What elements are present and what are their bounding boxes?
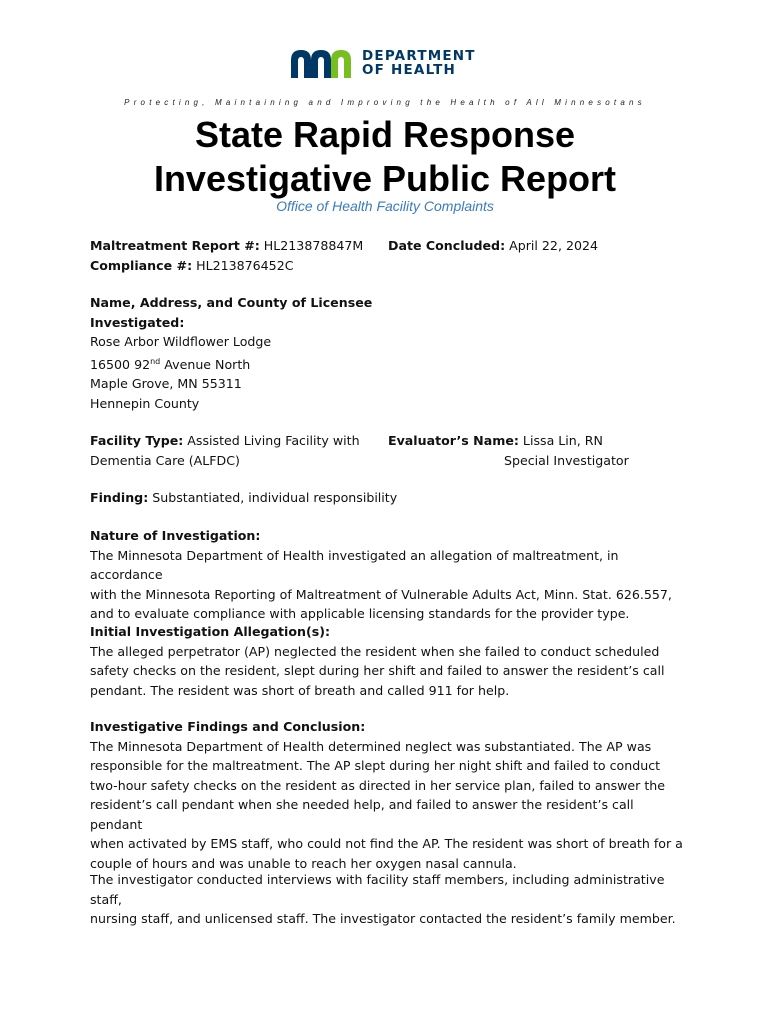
finding	[90, 488, 397, 508]
findings-line: when activated by EMS staff, who could not find the AP. The resident was short of breath for a	[90, 836, 683, 851]
evaluator-name: Lissa Lin, RN	[518, 433, 603, 448]
maltreatment-label: Maltreatment Report #:	[90, 238, 260, 253]
findings-heading: Investigative Findings and Conclusion:	[90, 719, 366, 734]
page-subtitle: Office of Health Facility Complaints	[276, 198, 494, 214]
maltreatment-report-number	[90, 236, 363, 256]
evaluator-label: Evaluator’s Name:	[388, 433, 519, 448]
compliance-value: HL213876452C	[192, 258, 294, 273]
nature-heading: Nature of Investigation:	[90, 528, 261, 543]
findings-line: two-hour safety checks on the resident as directed in her service plan, failed to answer the	[90, 777, 666, 793]
licensee-street	[90, 352, 372, 375]
findings-line: couple of hours and was unable to reach her oxygen nasal cannula.	[90, 855, 517, 871]
facility-type	[90, 431, 360, 470]
logo-line-1: DEPARTMENT	[362, 48, 476, 64]
date-value: April 22, 2024	[505, 238, 598, 253]
nature-line: and to evaluate compliance with applicable licensing standards for the provider type.	[90, 606, 630, 621]
initial-allegation-section	[90, 622, 690, 700]
interview-paragraph	[90, 870, 690, 929]
address-rest: Avenue North	[160, 356, 251, 372]
nature-section	[90, 526, 690, 624]
initial-heading: Initial Investigation Allegation(s):	[90, 624, 331, 639]
findings-line: resident’s call pendant when she needed help, and failed to answer the resident’s call pendant	[90, 797, 634, 832]
page-title	[0, 113, 770, 201]
title-line-1: State Rapid Response	[194, 114, 576, 155]
initial-line: pendant. The resident was short of breath and called 911 for help.	[90, 682, 510, 698]
licensee-label-line-2: Investigated:	[90, 314, 185, 330]
maltreatment-value: HL213878847M	[259, 238, 364, 253]
nature-line: with the Minnesota Reporting of Maltreatment of Vulnerable Adults Act, Minn. Stat. 626.557,	[90, 586, 672, 602]
logo-line-2: OF HEALTH	[362, 62, 457, 78]
tagline: Protecting, Maintaining and Improving the Health of All Minnesotans	[124, 98, 646, 107]
finding-label: Finding:	[90, 490, 149, 505]
findings-line: The Minnesota Department of Health determined neglect was substantiated. The AP was	[90, 738, 652, 754]
date-label: Date Concluded:	[388, 238, 506, 253]
finding-value: Substantiated, individual responsibility	[148, 490, 398, 505]
mn-logo-mark-icon	[290, 48, 354, 78]
logo-wordmark	[362, 49, 476, 77]
facility-type-label: Facility Type:	[90, 433, 184, 448]
initial-line: The alleged perpetrator (AP) neglected the resident when she failed to conduct scheduled	[90, 643, 660, 659]
licensee-name: Rose Arbor Wildflower Lodge	[90, 334, 272, 349]
nature-line: The Minnesota Department of Health investigated an allegation of maltreatment, in accordance	[90, 547, 619, 582]
facility-type-value-2: Dementia Care (ALFDC)	[90, 452, 240, 468]
address-ordinal: nd	[150, 356, 161, 366]
licensee-city: Maple Grove, MN 55311	[90, 376, 242, 392]
interview-line: The investigator conducted interviews with facility staff members, including administrative staff,	[90, 872, 665, 907]
initial-line: safety checks on the resident, slept during her shift and failed to answer the resident’s call	[90, 663, 665, 678]
facility-type-value-1: Assisted Living Facility with	[183, 433, 360, 448]
findings-line: responsible for the maltreatment. The AP slept during her night shift and failed to conduct	[90, 758, 661, 773]
evaluator-title: Special Investigator	[504, 452, 629, 468]
licensee-block	[90, 293, 372, 413]
compliance-label: Compliance #:	[90, 258, 193, 273]
licensee-county: Hennepin County	[90, 395, 200, 411]
title-line-2: Investigative Public Report	[153, 158, 617, 199]
date-concluded	[388, 236, 598, 256]
findings-section	[90, 717, 690, 873]
mdh-logo	[290, 48, 476, 78]
licensee-label-line-1: Name, Address, and County of Licensee	[90, 295, 373, 310]
interview-line: nursing staff, and unlicensed staff. The investigator contacted the resident’s family member.	[90, 911, 676, 926]
evaluator	[388, 431, 629, 470]
address-number: 16500 92	[90, 356, 151, 372]
compliance-number	[90, 256, 294, 276]
